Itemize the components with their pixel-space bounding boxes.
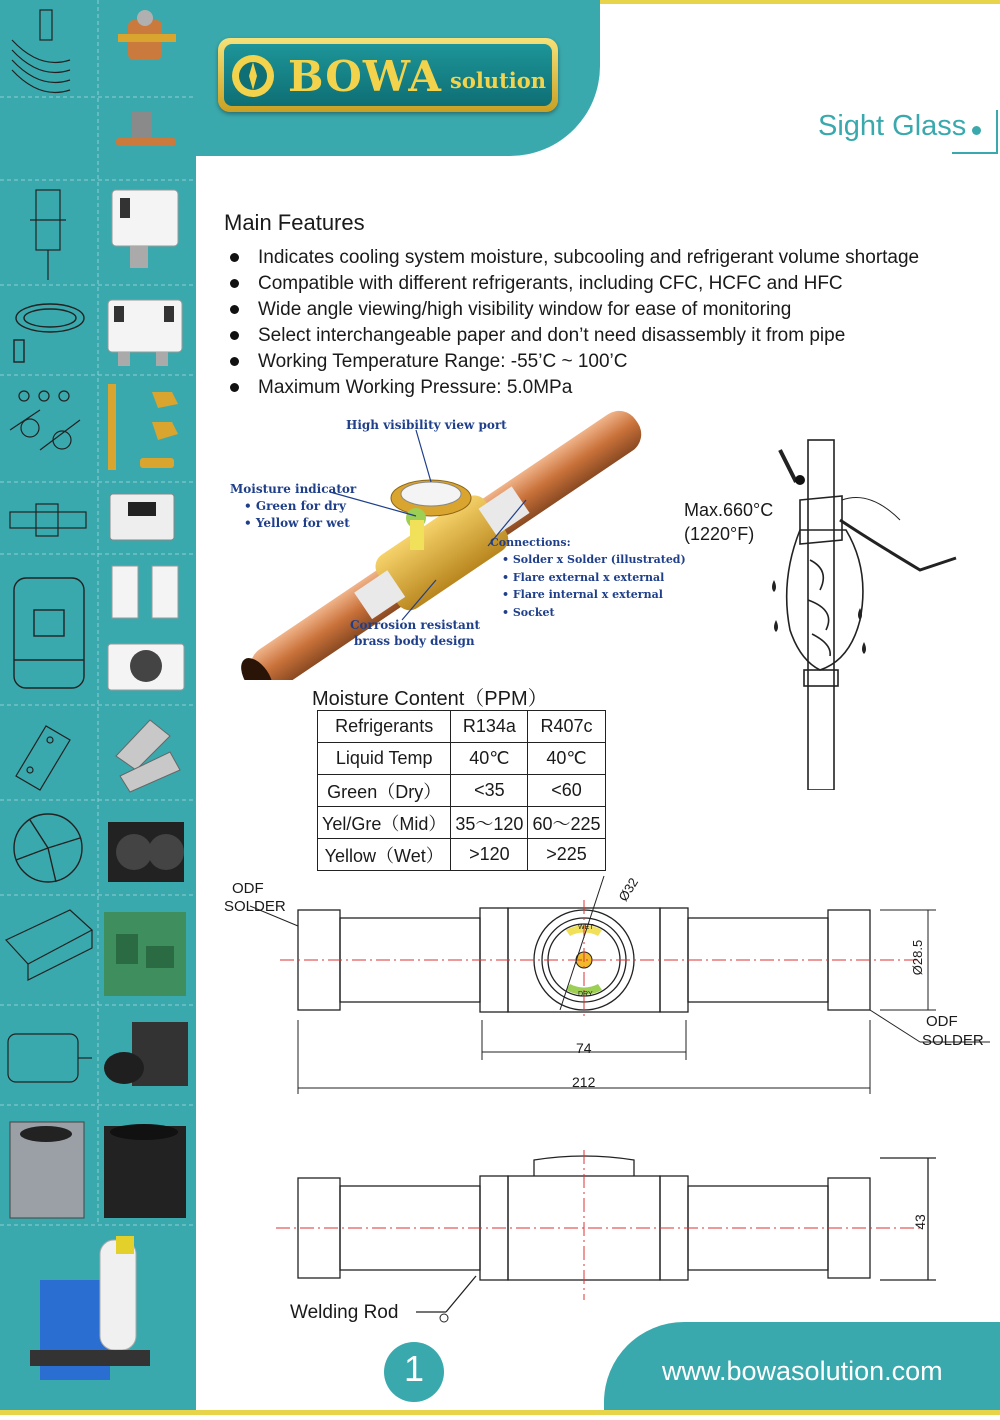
logo-plate	[224, 44, 552, 106]
feature-item: Compatible with different refrigerants, including CFC, HCFC and HFC	[226, 272, 919, 298]
moisture-table	[317, 710, 606, 871]
table-row	[318, 807, 606, 839]
moisture-table-title: Moisture Content（PPM）	[312, 688, 548, 710]
table-cell: R407c	[528, 711, 605, 743]
thumb-refrigeration-system	[30, 1236, 150, 1380]
table-cell: <60	[528, 775, 605, 807]
thumb-capillary-tube	[14, 304, 84, 362]
table-cell: 60～225	[528, 807, 605, 839]
title-vertical-rule	[996, 110, 998, 154]
callout-body-line1: Corrosion resistant	[350, 618, 481, 632]
thumb-condensing-unit	[104, 912, 186, 996]
brand-name: BOWA	[288, 52, 442, 101]
feature-list	[226, 246, 919, 402]
table-cell: Yellow（Wet）	[318, 839, 451, 871]
thumb-water-chiller	[104, 1124, 186, 1218]
thumb-axial-fan	[14, 814, 82, 882]
table-cell: >120	[451, 839, 528, 871]
connection-item: • Flare internal x external	[502, 588, 663, 601]
product-thumbnails	[0, 0, 196, 1415]
website-link[interactable]: www.bowasolution.com	[662, 1356, 943, 1386]
callout-yellow: • Yellow for wet	[244, 516, 350, 530]
product-sidebar	[0, 0, 196, 1415]
welding-rod-label: Welding Rod	[290, 1302, 399, 1323]
thumb-dual-pressure-switch	[108, 300, 182, 366]
thumb-pressure-switch	[112, 190, 178, 268]
title-rule	[952, 152, 998, 154]
dimension-212: 212	[572, 1074, 596, 1090]
feature-item: Wide angle viewing/high visibility window for ease of monitoring	[226, 298, 919, 324]
technical-drawing-top	[220, 870, 1000, 1100]
table-cell: Refrigerants	[318, 711, 451, 743]
thumb-pressure-valve	[30, 190, 66, 280]
thumb-access-valve	[108, 384, 178, 470]
thumb-condenser-coil	[12, 10, 70, 93]
table-cell: Liquid Temp	[318, 743, 451, 775]
max-temp-celsius: Max.660°C	[684, 500, 774, 520]
thumb-temperature-controller	[110, 494, 174, 540]
table-cell: R134a	[451, 711, 528, 743]
connection-item: • Flare external x external	[502, 571, 665, 584]
odf-right-1: ODF	[926, 1013, 958, 1030]
table-row	[318, 839, 606, 871]
table-cell: 40℃	[528, 743, 605, 775]
table-row	[318, 775, 606, 807]
thumb-expansion-valve	[118, 10, 176, 60]
thumb-filter-drier	[10, 504, 86, 536]
brand-sub: solution	[450, 68, 547, 93]
thumb-solenoid-valve	[116, 112, 176, 146]
table-cell: >225	[528, 839, 605, 871]
features-heading: Main Features	[224, 210, 365, 235]
table-cell: Green（Dry）	[318, 775, 451, 807]
table-row	[318, 743, 606, 775]
connection-item: • Solder x Solder (illustrated)	[502, 553, 686, 566]
dimension-74: 74	[576, 1040, 592, 1056]
page-number: 1	[403, 1348, 425, 1389]
thumb-ceiling-unit	[6, 910, 92, 980]
odf-left-1: ODF	[232, 880, 264, 897]
callout-view-port: High visibility view port	[346, 418, 507, 432]
page-number-badge	[384, 1342, 444, 1402]
connection-item: • Socket	[502, 606, 555, 619]
dimension-dia28-5: Ø28.5	[910, 939, 926, 976]
callout-green: • Green for dry	[244, 499, 346, 513]
callout-body-line2: brass body design	[354, 634, 475, 648]
feature-item: Indicates cooling system moisture, subcooling and refrigerant volume shortage	[226, 246, 919, 272]
odf-left-2: SOLDER	[224, 898, 286, 915]
indicator-dry-label: DRY	[578, 991, 593, 998]
feature-item: Working Temperature Range: -55’C ~ 100’C	[226, 350, 919, 376]
title-dot	[972, 126, 981, 135]
thumb-box-condenser	[10, 1122, 84, 1218]
bottom-accent-line	[0, 1410, 1000, 1415]
dimension-43: 43	[911, 1214, 928, 1230]
brand-logo	[218, 38, 558, 112]
thumb-sight-glass-line	[10, 391, 80, 450]
table-cell: <35	[451, 775, 528, 807]
logo-emblem-icon	[230, 53, 276, 99]
thumb-hinge-left	[16, 726, 70, 790]
thumb-air-cooled-condenser	[108, 822, 184, 882]
welding-illustration	[760, 430, 960, 790]
max-temp-fahrenheit: (1220°F)	[684, 524, 755, 544]
thumb-phase-relay	[112, 566, 178, 618]
table-cell: 35～120	[451, 807, 528, 839]
feature-item: Select interchangeable paper and don’t need disassembly it from pipe	[226, 324, 919, 350]
table-row	[318, 711, 606, 743]
callout-connections: Connections:	[490, 536, 571, 549]
indicator-wet-label: WET	[578, 924, 594, 931]
thumb-scroll-compressor	[14, 578, 84, 688]
table-cell: 40℃	[451, 743, 528, 775]
thumb-hinge-right	[116, 720, 180, 792]
thumb-compressor-unit	[104, 1022, 188, 1086]
odf-right-2: SOLDER	[922, 1032, 984, 1049]
thumb-evaporator	[108, 644, 184, 690]
dimension-dia32: Ø32	[615, 875, 642, 904]
callout-moisture-indicator: Moisture indicator	[230, 482, 357, 496]
page-title: Sight Glass	[818, 110, 967, 142]
table-cell: Yel/Gre（Mid）	[318, 807, 451, 839]
feature-item: Maximum Working Pressure: 5.0MPa	[226, 376, 919, 402]
thumb-motor	[8, 1034, 92, 1082]
